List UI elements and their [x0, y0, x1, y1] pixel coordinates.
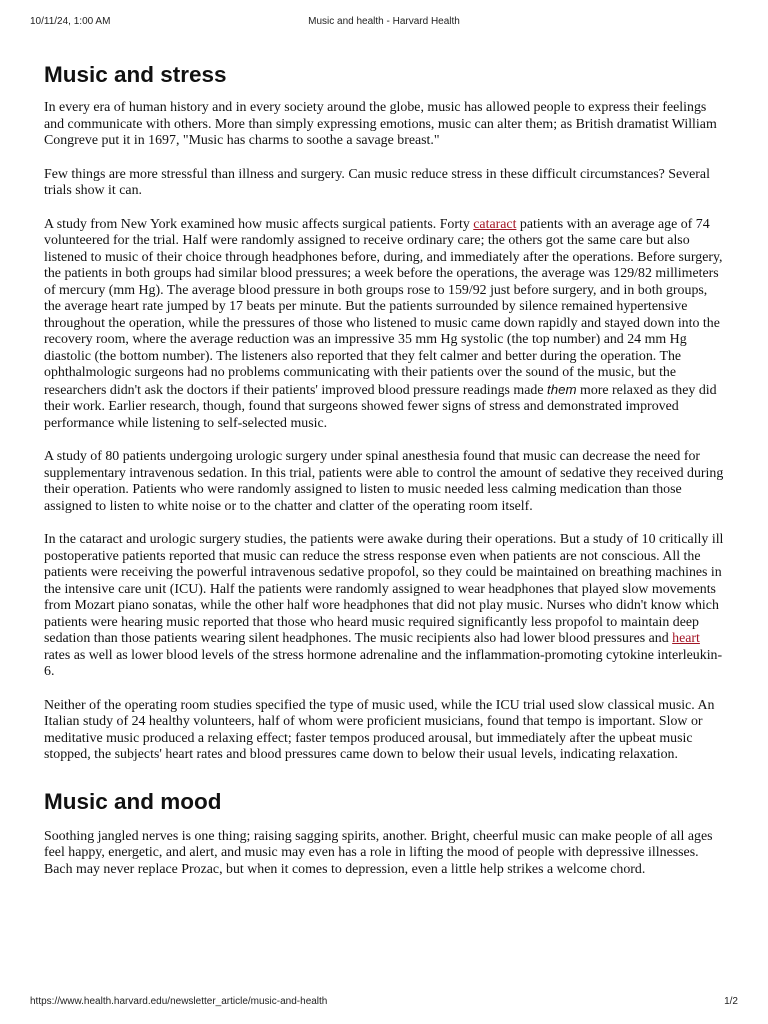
paragraph-text: patients with an average age of 74 volunteered for the trial. Half were randomly assigned to receive ordinary care; the others got the same care but also listened to music of their choice through headphones before, during, and immediately after the operations. Before surgery, the patients in both groups had similar blood pressures; a week before the operations, the average was 129/82 millimeters of mercury (mm Hg). The average blood pressure in both groups rose to 159/92 just before surgery, and in both groups, the average heart rate jumped by 17 beats per minute. But the patients surrounded by silence remained hypertensive throughout the operation, while the pressures of those who listened to music came down rapidly and stayed down into the recovery room, where the average reduction was an impressive 35 mm Hg systolic (the top number) and 24 mm Hg diastolic (the bottom number). The listeners also reported that they felt calmer and better during the operation. The ophthalmologic surgeons had no problems communicating with their patients over the sound of the music, but the researchers didn't ask the doctors if their patients' improved blood pressure readings made	[44, 216, 723, 398]
cataract-link[interactable]: cataract	[473, 216, 517, 232]
paragraph: Soothing jangled nerves is one thing; raising sagging spirits, another. Bright, cheerful music can make people of all ages feel happy, energetic, and alert, and music may even has a role in lifting the mood of people with depressive illnesses. Bach may never replace Prozac, but when it comes to depression, even a little help strikes a welcome chord.	[44, 828, 713, 877]
section-heading-music-and-stress: Music and stress	[44, 62, 227, 87]
paragraph: Neither of the operating room studies specified the type of music used, while the ICU trial used slow classical music. An Italian study of 24 healthy volunteers, half of whom were proficient musicians, found that tempo is important. Slow or meditative music produced a relaxing effect; faster tempos produced arousal, but immediately after the upbeat music stopped, the subjects' heart rates and blood pressures came down to below their usual levels, indicating relaxation.	[44, 697, 715, 762]
paragraph-text: more relaxed as they did their work. Earlier research, though, found that surgeons showed fewer signs of stress and demonstrated improved performance while listening to self-selected music.	[44, 382, 717, 431]
print-source-url: https://www.health.harvard.edu/newsletter_article/music-and-health	[30, 996, 328, 1007]
emphasis-text: them	[547, 381, 577, 397]
print-page-title: Music and health - Harvard Health	[308, 16, 460, 27]
heart-link[interactable]: heart	[672, 631, 700, 646]
section-heading-music-and-mood: Music and mood	[44, 788, 222, 814]
paragraph-text: rates as well as lower blood levels of the stress hormone adrenaline and the inflammation-promoting cytokine interleukin-6.	[44, 647, 723, 679]
paragraph-text: In the cataract and urologic surgery studies, the patients were awake during their operations. But a study of 10 critically ill postoperative patients reported that music can reduce the stress response even when patients are not conscious. All the patients were receiving the powerful intravenous sedative propofol, so they could be maintained on breathing machines in the intensive care unit (ICU). Half the patients were randomly assigned to wear headphones that played slow movements from Mozart piano sonatas, while the other half wore headphones that did not play music. Nurses who didn't know which patients were hearing music reported that those who heard music required significantly less propofol to maintain deep sedation than those patients wearing silent headphones. The music recipients also had lower blood pressures and	[44, 532, 724, 646]
paragraph-text: A study from New York examined how music affects surgical patients. Forty	[44, 216, 474, 232]
paragraph: Few things are more stressful than illness and surgery. Can music reduce stress in these difficult circumstances? Several trials show it can.	[44, 166, 710, 198]
paragraph	[44, 217, 726, 433]
print-footer	[30, 996, 738, 1010]
paragraph: A study of 80 patients undergoing urologic surgery under spinal anesthesia found that music can decrease the need for supplementary intravenous sedation. In this trial, patients were able to control the amount of sedative they received during their operation. Patients who were randomly assigned to listen to music needed less calming medication than those assigned to listen to white noise or to the chatter and clatter of the operating room itself.	[44, 449, 724, 514]
print-page-number: 1/2	[724, 996, 738, 1007]
article-body	[44, 58, 726, 878]
paragraph	[44, 532, 726, 681]
print-datetime: 10/11/24, 1:00 AM	[30, 16, 111, 27]
print-header	[30, 16, 738, 30]
paragraph: In every era of human history and in every society around the globe, music has allowed people to express their feelings and communicate with others. More than simply expressing emotions, music can alter them; as British dramatist William Congreve put it in 1697, "Music has charms to soothe a savage breast."	[44, 100, 717, 148]
